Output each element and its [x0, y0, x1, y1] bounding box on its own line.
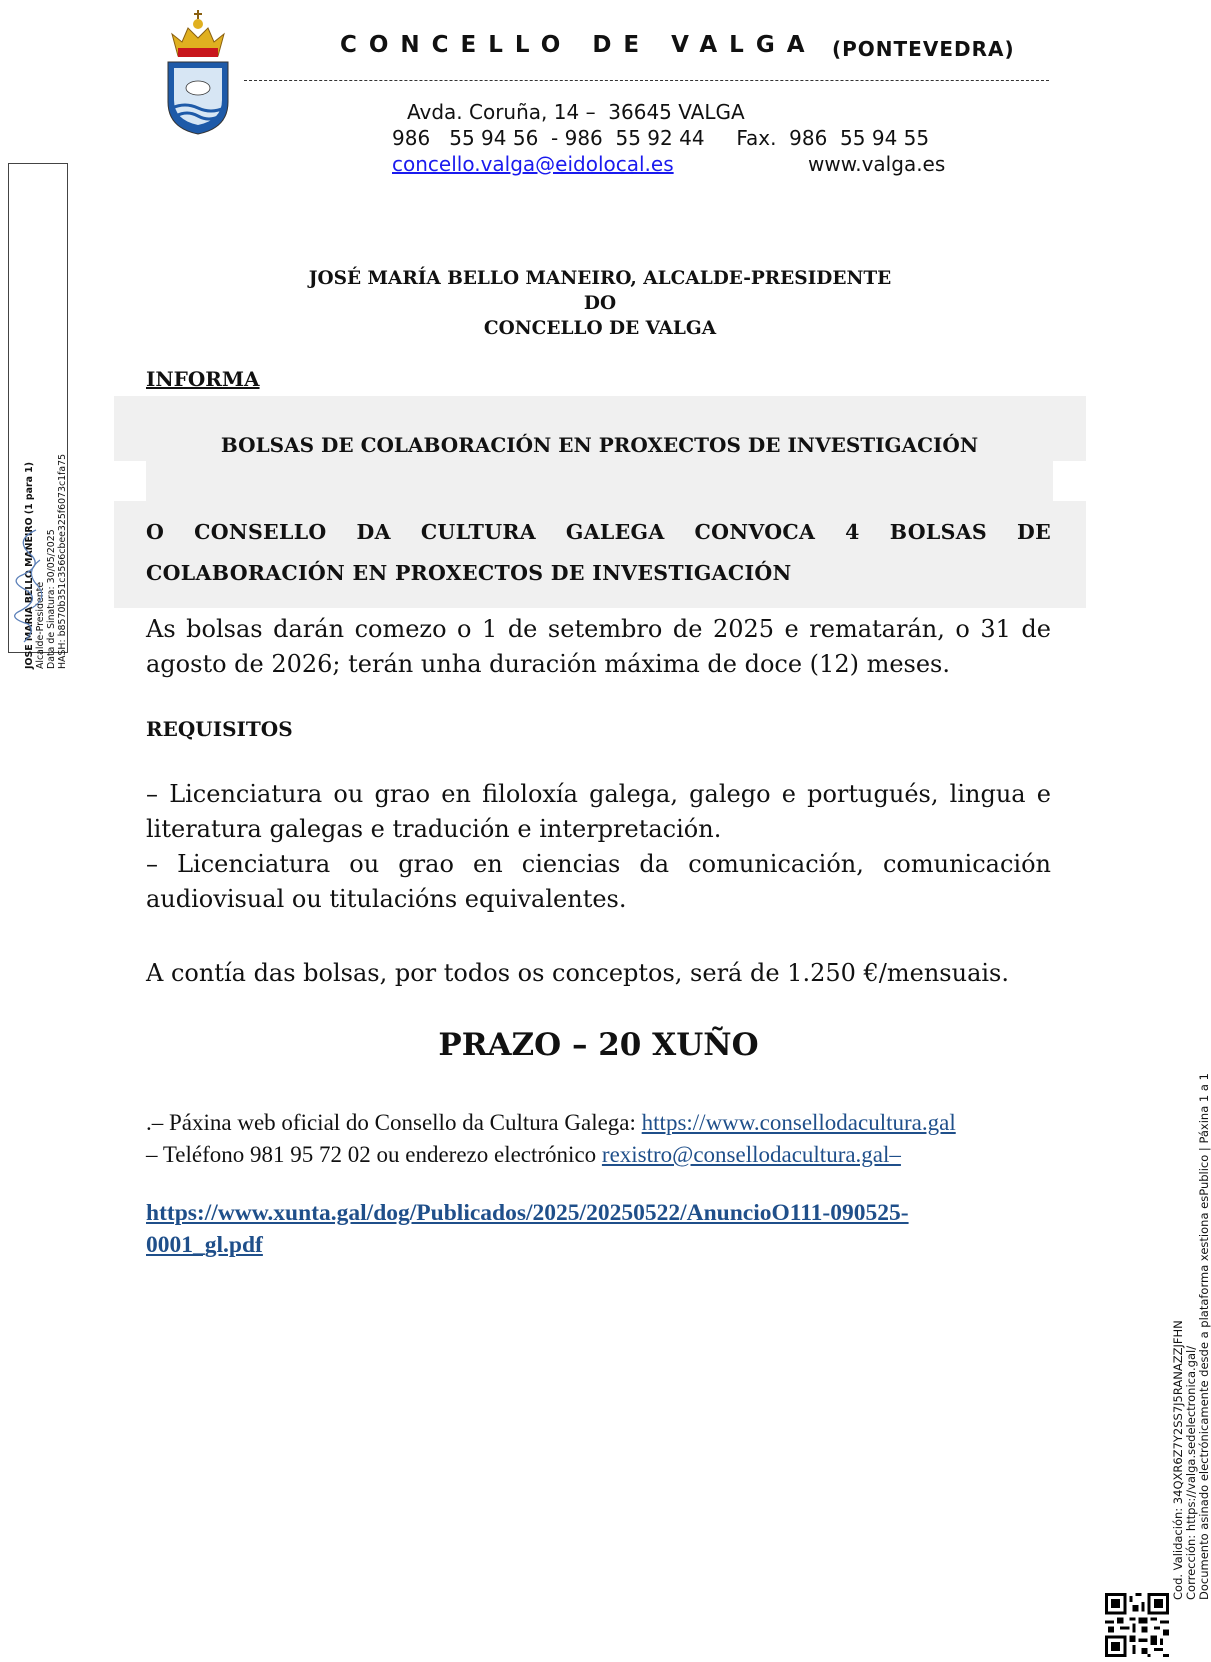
- subtitle-band-inner: [146, 461, 1053, 501]
- validation-note: Documento asinado electrónicamente desde a plataforma xestiona esPublico | Páxina 1 a 1: [1197, 1073, 1211, 1600]
- org-name: CONCELLO DE VALGA: [340, 32, 817, 58]
- convoca-title: O CONSELLO DA CULTURA GALEGA CONVOCA 4 BOLSAS DE COLABORACIÓN EN PROXECTOS DE INVESTIGACIÓN: [146, 520, 1051, 585]
- coat-of-arms-logo: [158, 4, 238, 136]
- informa-label: INFORMA: [146, 367, 260, 391]
- validation-code: Cod. Validación: 34QXR6Z7Y2SS7J5RANAZZJFHN: [1171, 1320, 1185, 1600]
- requisito-item: – Licenciatura ou grao en filoloxía galega, galego e portugués, lingua e literatura galegas e tradución e interpretación.: [146, 780, 1051, 843]
- handwritten-signature: [6, 520, 54, 650]
- heading-line-2: DO: [583, 293, 617, 314]
- province: (PONTEVEDRA): [832, 37, 1015, 61]
- validation-stamp: [1172, 1073, 1211, 1600]
- requisito-item: – Licenciatura ou grao en ciencias da comunicación, comunicación audiovisual ou titulacións equivalentes.: [146, 850, 1051, 913]
- requisitos-title: REQUISITOS: [146, 717, 293, 741]
- stamp-signer: JOSE MARIA BELLO MANEIRO (1 para 1): [24, 462, 35, 669]
- email-link[interactable]: concello.valga@eidolocal.es: [392, 152, 674, 176]
- dates-paragraph: As bolsas darán comezo o 1 de setembro de 2025 e rematarán, o 31 de agosto de 2026; terán unha duración máxima de doce (12) meses.: [146, 615, 1051, 678]
- dog-link[interactable]: https://www.xunta.gal/dog/Publicados/2025/20250522/AnuncioO111-090525-0001_gl.pdf: [146, 1200, 909, 1258]
- prazo-deadline: PRAZO – 20 XUÑO: [438, 1027, 759, 1063]
- stamp-role: Alcalde-Presidente: [35, 581, 46, 669]
- phone-numbers: 986 55 94 56 - 986 55 92 44 Fax. 986 55 94 55: [392, 126, 930, 150]
- header-divider: [244, 80, 1049, 81]
- web-line: [146, 1107, 1076, 1139]
- contact-links: [146, 1107, 1076, 1171]
- phone-label: – Teléfono 981 95 72 02 ou enderezo electrónico: [146, 1142, 602, 1167]
- web-label: .– Páxina web oficial do Consello da Cultura Galega:: [146, 1110, 642, 1135]
- contia-paragraph: A contía das bolsas, por todos os conceptos, será de 1.250 €/mensuais.: [146, 959, 1009, 987]
- stamp-date: Data de Sinatura: 30/05/2025: [46, 529, 57, 669]
- stamp-hash: HASH: b8570b351c3566cbee325f6073c1fa75: [57, 453, 68, 669]
- validation-url: Corrección: https://valga.sedelectronica.gal/: [1184, 1345, 1198, 1600]
- phone-line: [146, 1139, 1076, 1171]
- web-link[interactable]: https://www.consellodacultura.gal: [641, 1110, 956, 1135]
- qr-code-icon: [1105, 1593, 1169, 1657]
- address: Avda. Coruña, 14 – 36645 VALGA: [407, 100, 745, 124]
- registry-email-link[interactable]: rexistro@consellodacultura.gal–: [601, 1142, 901, 1167]
- heading-line-1: JOSÉ MARÍA BELLO MANEIRO, ALCALDE-PRESIDENTE: [308, 268, 892, 289]
- subtitle: BOLSAS DE COLABORACIÓN EN PROXECTOS DE INVESTIGACIÓN: [220, 433, 979, 457]
- website-text: www.valga.es: [808, 152, 946, 176]
- heading-line-3: CONCELLO DE VALGA: [483, 318, 717, 339]
